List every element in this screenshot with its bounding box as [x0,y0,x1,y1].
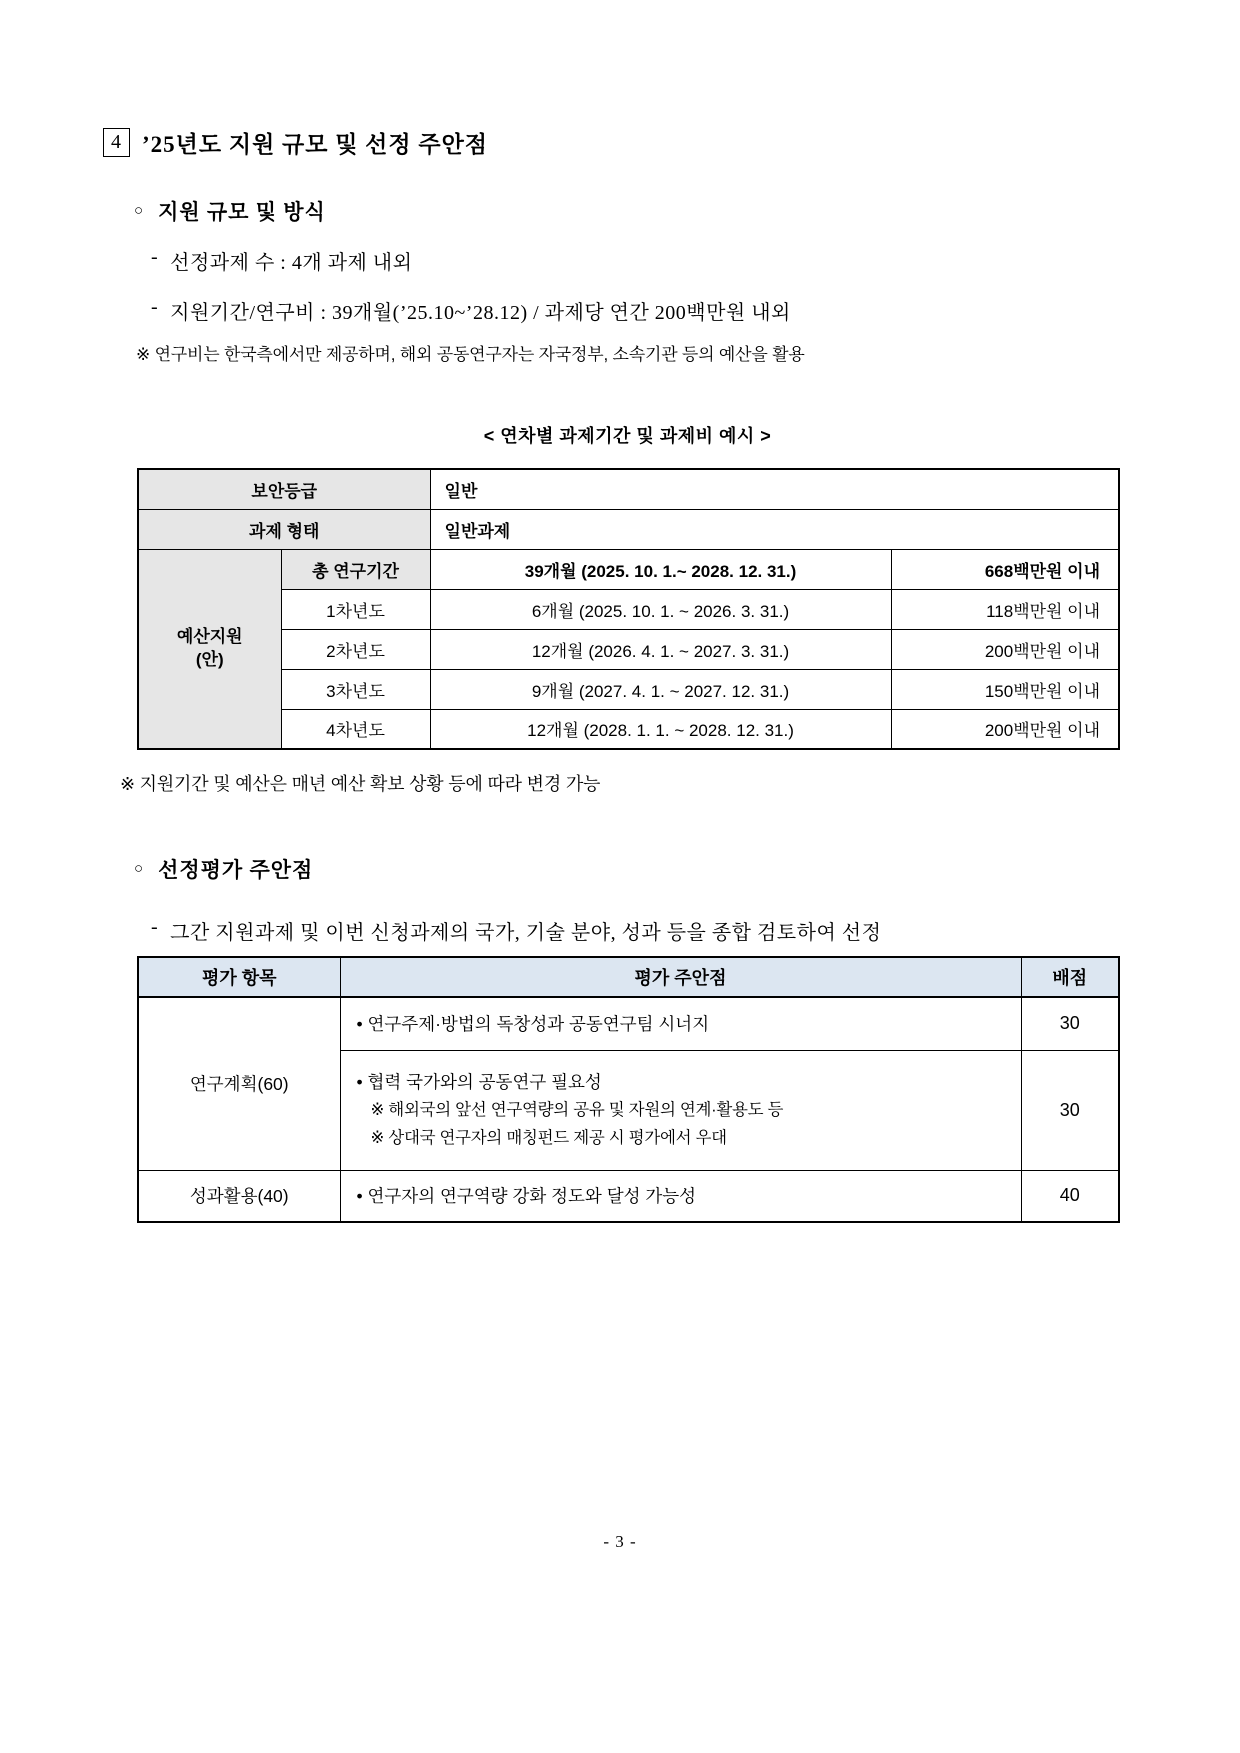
table-row [138,469,1119,509]
dash-bullet-icon: - [151,246,159,268]
table-row [138,509,1119,549]
table-row [138,589,1119,629]
year-3-amount: 150백만원 이내 [891,669,1119,709]
budget-table [137,468,1120,750]
year-1-period: 6개월 (2025. 10. 1. ~ 2026. 3. 31.) [430,589,891,629]
list-item-selected-count [151,246,412,275]
subsection-title: 지원 규모 및 방식 [158,200,326,224]
total-period-label: 총 연구기간 [281,549,430,589]
security-grade-value: 일반 [430,469,1119,509]
table-row [138,1170,1119,1222]
note-budget-change: ※ 지원기간 및 예산은 매년 예산 확보 상황 등에 따라 변경 가능 [120,774,601,794]
table-row [138,997,1119,1050]
table-row [138,549,1119,589]
category-outcome-use: 성과활용(40) [138,1170,340,1222]
circle-bullet-icon: ○ [134,202,145,219]
header-score: 배점 [1021,957,1119,997]
total-amount-value: 668백만원 이내 [891,549,1119,589]
page-number: - 3 - [603,1532,637,1551]
year-2-label: 2차년도 [281,629,430,669]
year-3-period: 9개월 (2027. 4. 1. ~ 2027. 12. 31.) [430,669,891,709]
section-title: ’25년도 지원 규모 및 선정 주안점 [142,132,489,157]
year-2-amount: 200백만원 이내 [891,629,1119,669]
score-value: 30 [1021,997,1119,1050]
category-research-plan: 연구계획(60) [138,997,340,1170]
table-row [138,629,1119,669]
year-2-period: 12개월 (2026. 4. 1. ~ 2027. 3. 31.) [430,629,891,669]
year-4-label: 4차년도 [281,709,430,749]
score-value: 40 [1021,1170,1119,1222]
list-item-selection-criteria [151,916,881,945]
circle-bullet-icon: ○ [134,860,145,877]
total-period-value: 39개월 (2025. 10. 1.~ 2028. 12. 31.) [430,549,891,589]
subsection-support-scale-heading [134,196,326,226]
list-item-support-period [151,296,791,325]
score-value: 30 [1021,1050,1119,1170]
year-1-amount: 118백만원 이내 [891,589,1119,629]
list-item-text: 선정과제 수 : 4개 과제 내외 [170,252,413,274]
security-grade-label: 보안등급 [138,469,430,509]
table-row [138,669,1119,709]
year-4-amount: 200백만원 이내 [891,709,1119,749]
note-research-fund: ※ 연구비는 한국측에서만 제공하며, 해외 공동연구자는 자국정부, 소속기관 등의 예산을 활용 [136,345,805,364]
section-number-box: 4 [103,128,130,157]
focus-cell: • 협력 국가와의 공동연구 필요성 ※ 해외국의 앞선 연구역량의 공유 및 자원의 연계·활용도 등 ※ 상대국 연구자의 매칭펀드 제공 시 평가에서 우대 [340,1050,1021,1170]
budget-table-caption: < 연차별 과제기간 및 과제비 예시 > [483,426,772,446]
focus-cell: • 연구자의 연구역량 강화 정도와 달성 가능성 [340,1170,1021,1222]
subsection-evaluation-heading [134,854,313,884]
project-type-value: 일반과제 [430,509,1119,549]
list-item-text: 지원기간/연구비 : 39개월(’25.10~’28.12) / 과제당 연간 200백만원 내외 [170,302,791,324]
year-3-label: 3차년도 [281,669,430,709]
section-title-line [103,126,488,159]
focus-cell: • 연구주제·방법의 독창성과 공동연구팀 시너지 [340,997,1021,1050]
dash-bullet-icon: - [151,916,159,938]
year-4-period: 12개월 (2028. 1. 1. ~ 2028. 12. 31.) [430,709,891,749]
subsection-title: 선정평가 주안점 [158,858,314,882]
table-header-row [138,957,1119,997]
project-type-label: 과제 형태 [138,509,430,549]
evaluation-table [137,956,1120,1223]
header-eval-focus: 평가 주안점 [340,957,1021,997]
year-1-label: 1차년도 [281,589,430,629]
table-row [138,709,1119,749]
header-eval-item: 평가 항목 [138,957,340,997]
list-item-text: 그간 지원과제 및 이번 신청과제의 국가, 기술 분야, 성과 등을 종합 검토하여 선정 [170,922,882,944]
budget-support-label: 예산지원 (안) [138,549,281,749]
dash-bullet-icon: - [151,296,159,318]
